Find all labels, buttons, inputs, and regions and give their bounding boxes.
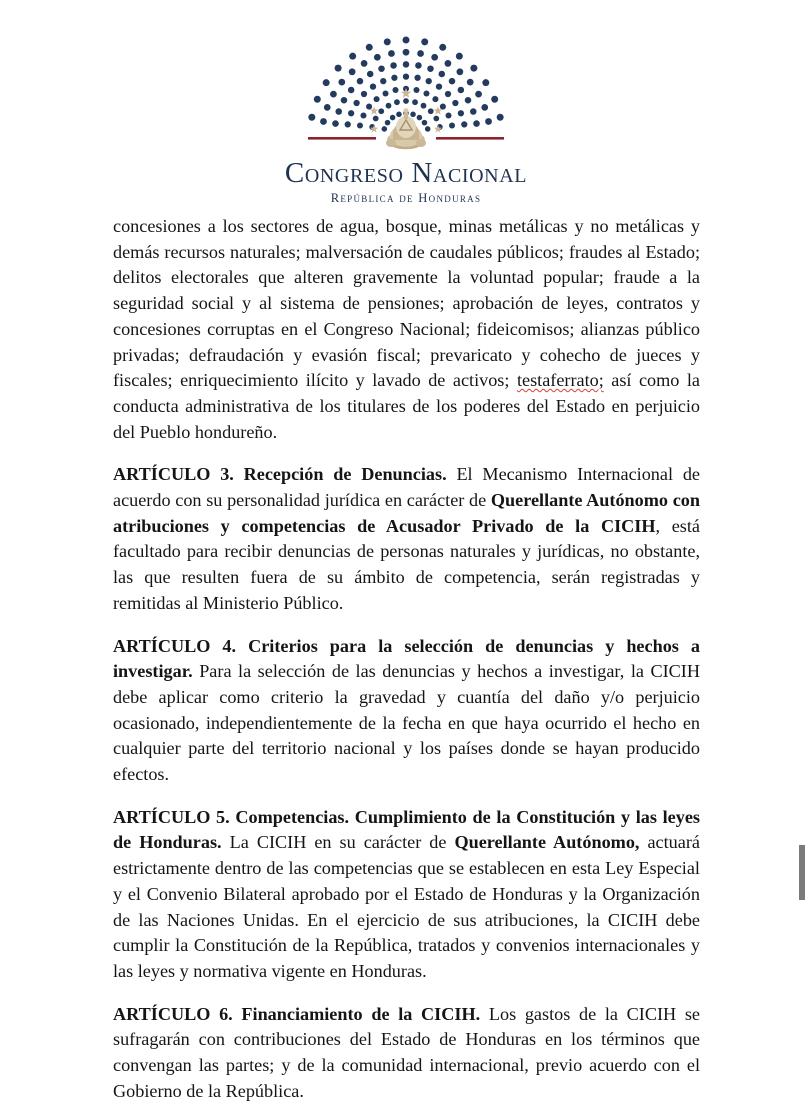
scrollbar-thumb[interactable] [799,845,805,900]
p-continuation [113,214,700,445]
p-articulo-6 [113,1002,700,1105]
document-text-body [113,214,700,1105]
text-run: La CICIH en su carácter de [221,832,455,853]
bold-run: ARTÍCULO 5. Competencias. Cumplimiento de la Constitución y las leyes de Honduras. [113,806,700,853]
bold-run: ARTÍCULO 6. Financiamiento de la CICIH. [113,1003,481,1024]
p-articulo-5 [113,805,700,985]
text-run: actuará estrictamente dentro de las competencias que se establecen en esta Ley Especial y el Convenio Bilateral aprobado por el Estado de Honduras y la Organización de las Naciones Unidas. En el ejercicio de sus atribuciones, la CICIH debe cumplir la Constitución de la República, tratados y convenios internacionales y las leyes y normativa vigente en Honduras. [113,832,700,981]
organization-subtitle: República de Honduras [330,191,482,206]
bold-run: Querellante Autónomo con atribuciones y competencias de Acusador Privado de la CICIH [113,490,700,536]
spellcheck-flagged-word: testaferrato; [516,370,604,391]
honduras-coat-of-arms [386,108,426,149]
bold-run: Querellante Autónomo, [454,832,640,853]
text-run: , está facultado para recibir denuncias de personas naturales y jurídicas, no obstante, las que resulten fuera de su ámbito de competencia, serán registradas y remitidas al Ministerio Público. [113,515,701,613]
congress-hemicycle-emblem [290,24,522,184]
gold-star [401,88,411,98]
bold-run: ARTÍCULO 3. Recepción de Denuncias. [113,464,447,485]
bold-run: ARTÍCULO 4. Criterios para la selección de denuncias y hechos a investigar. [113,635,700,682]
text-run: concesiones a los sectores de agua, bosque, minas metálicas y no metálicas y demás recursos naturales; malversación de caudales públicos; fraudes al Estado; delitos electorales que alteren gravemente la voluntad popular; fraude a la seguridad social y al sistema de pensiones; aprobación de leyes, contratos y concesiones corruptas en el Congreso Nacional; fideicomisos; alianzas público privadas; defraudación y evasión fiscal; prevaricato y cohecho de jueces y fiscales; enriquecimiento ilícito y lavado de activos; [113,216,700,391]
scrollbar-track[interactable] [799,0,812,900]
rule-left [308,137,376,140]
text-run: así como la conducta administrativa de los titulares de los poderes del Estado en perjuicio del Pueblo hondureño. [113,370,700,442]
organization-name: Congreso Nacional [284,157,528,189]
text-run: El Mecanismo Internacional de acuerdo con su personalidad jurídica en carácter de [113,464,700,511]
rule-right [436,137,504,140]
letterhead [0,0,812,206]
text-run: Los gastos de la CICIH se sufragarán con contribuciones del Estado de Honduras en los términos que convengan las partes; y de la comunidad internacional, previo acuerdo con el Gobierno de la República. [113,1003,700,1101]
p-articulo-4 [113,634,700,788]
congress-logo [290,24,522,184]
p-articulo-3 [113,462,700,616]
text-run: Para la selección de las denuncias y hechos a investigar, la CICIH debe aplicar como criterio la gravedad y cuantía del daño y/o perjuicio ocasionado, independientemente de la fecha en que haya ocurrido el hecho en cualquier parte del territorio nacional y los países donde se hayan producido efectos. [113,661,700,785]
